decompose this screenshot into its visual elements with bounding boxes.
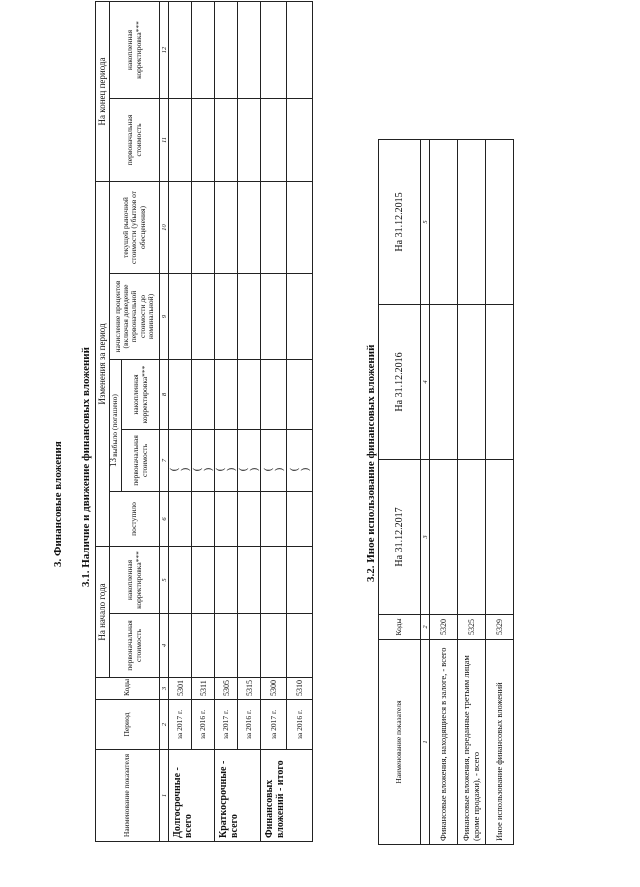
col-num: 6 (160, 491, 169, 546)
header-end-initial: первоначальная стоимость (110, 98, 160, 181)
header-disposed-accum: накопленная корректировка*** (122, 359, 160, 429)
subsection-1-title: 3.1. Наличие и движение финансовых вложений (80, 347, 92, 587)
col-num: 10 (160, 181, 169, 273)
table-row (287, 1, 313, 841)
row-code: 5315 (238, 678, 261, 700)
header-disposed-initial: первоначальная стоимость (122, 429, 160, 491)
subsection-2-title: 3.2. Иное использование финансовых вложений (365, 344, 377, 582)
paren-cell: ( ) (215, 429, 238, 491)
col-num: 1 (160, 750, 169, 842)
header-received: поступило (110, 491, 160, 546)
t2-header-date-2016: На 31.12.2016 (379, 305, 421, 460)
paren-cell: ( ) (192, 429, 215, 491)
table-row (169, 1, 192, 841)
header-end-of-period: На конец периода (96, 1, 110, 181)
row-name: Краткосрочные - всего (215, 750, 261, 842)
col-num: 5 (421, 140, 430, 305)
col-num: 2 (160, 700, 169, 750)
t2-row-code: 5329 (486, 615, 514, 640)
header-start-accum: накопленная корректировка*** (110, 546, 160, 613)
col-num: 2 (421, 615, 430, 640)
col-num: 7 (160, 429, 169, 491)
header-code: Коды (96, 678, 160, 700)
row-code: 5300 (261, 678, 287, 700)
table-row (238, 1, 261, 841)
t2-row-name: Иное использование финансовых вложений (486, 640, 514, 845)
col-num: 3 (421, 460, 430, 615)
header-end-accum: накопленная корректировка*** (110, 1, 160, 98)
col-num: 11 (160, 98, 169, 181)
header-interest: начисление процентов (включая доведение первоначальной стоимости до номинальной) (110, 273, 160, 359)
row-code: 5310 (287, 678, 313, 700)
t2-row-code: 5325 (458, 615, 486, 640)
table-row (215, 1, 238, 841)
paren-cell: ( ) (287, 429, 313, 491)
header-start-initial: первоначальная стоимость (110, 614, 160, 678)
row-period: за 2016 г. (238, 700, 261, 750)
section-title: 3. Финансовые вложения (52, 441, 64, 567)
col-num: 4 (160, 614, 169, 678)
t2-row-name: Финансовые вложения, находящиеся в залоге, - всего (430, 640, 458, 845)
t2-header-date-2017: На 31.12.2017 (379, 460, 421, 615)
col-num: 1 (421, 640, 430, 845)
col-num: 8 (160, 359, 169, 429)
header-name: Наименование показателя (96, 750, 160, 842)
row-code: 5305 (215, 678, 238, 700)
header-changes: Изменения за период (96, 181, 110, 546)
row-period: за 2016 г. (192, 700, 215, 750)
table-row (486, 140, 514, 845)
col-num: 9 (160, 273, 169, 359)
row-code: 5311 (192, 678, 215, 700)
t2-header-code: Коды (379, 615, 421, 640)
page-number: 13 (108, 458, 118, 467)
investments-table (95, 1, 313, 842)
paren-cell: ( ) (238, 429, 261, 491)
row-name: Финансовых вложений - итого (261, 750, 313, 842)
row-period: за 2017 г. (261, 700, 287, 750)
col-num: 5 (160, 546, 169, 613)
row-period: за 2017 г. (215, 700, 238, 750)
header-start-of-year: На начало года (96, 546, 110, 677)
header-market-value: текущей рыночной стоимости (убытков от обесценения) (110, 181, 160, 273)
header-period: Период (96, 700, 160, 750)
table-row (458, 140, 486, 845)
table-row (261, 1, 287, 841)
t2-row-code: 5320 (430, 615, 458, 640)
table-row (192, 1, 215, 841)
t2-row-name: Финансовые вложения, переданные третьим лицам (кроме продажи), - всего (458, 640, 486, 845)
row-period: за 2016 г. (287, 700, 313, 750)
row-name: Долгосрочные - всего (169, 750, 215, 842)
table-row (430, 140, 458, 845)
row-period: за 2017 г. (169, 700, 192, 750)
row-code: 5301 (169, 678, 192, 700)
paren-cell: ( ) (169, 429, 192, 491)
col-num: 3 (160, 678, 169, 700)
col-num: 4 (421, 305, 430, 460)
t2-header-name: Наименование показателя (379, 640, 421, 845)
col-num: 12 (160, 1, 169, 98)
header-disposed: выбыло (погашено) (110, 359, 122, 491)
other-use-table (378, 139, 514, 845)
paren-cell: ( ) (261, 429, 287, 491)
t2-header-date-2015: На 31.12.2015 (379, 140, 421, 305)
